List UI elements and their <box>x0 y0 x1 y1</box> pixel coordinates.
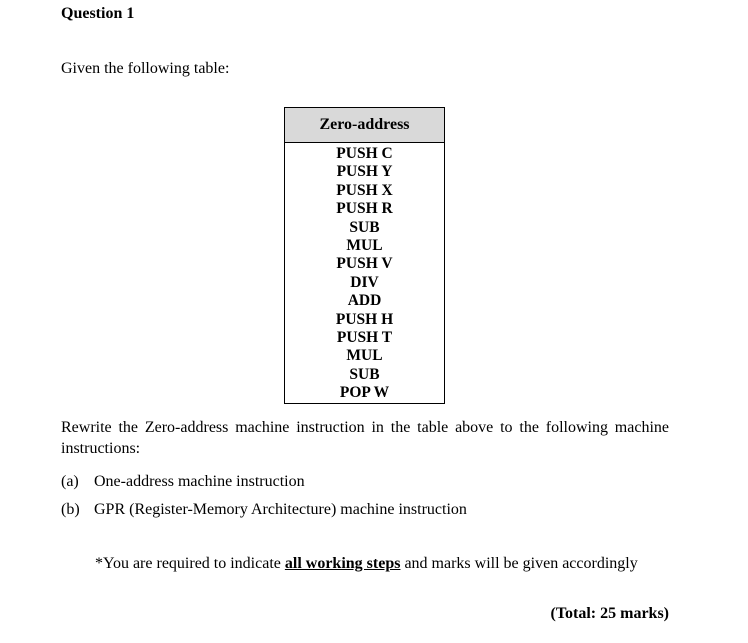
table-row: PUSH Y <box>336 163 393 181</box>
option-a <box>61 473 305 491</box>
note-suffix: and marks will be given accordingly <box>400 555 638 572</box>
table-row: PUSH V <box>336 255 393 273</box>
intro-text: Given the following table: <box>61 60 230 77</box>
table-row: PUSH T <box>336 328 393 346</box>
total-marks: (Total: 25 marks) <box>550 605 669 622</box>
question-title: Question 1 <box>61 5 135 22</box>
option-text: GPR (Register-Memory Architecture) machine instruction <box>94 501 467 518</box>
table-row: SUB <box>349 365 380 383</box>
table-row: POP W <box>339 384 390 402</box>
table-row: ADD <box>347 292 382 310</box>
table-row: PUSH X <box>336 181 393 199</box>
rewrite-instruction: Rewrite the Zero-address machine instruction in the table above to the following machine instructions: <box>61 419 669 457</box>
working-steps-note <box>95 555 638 573</box>
table-row: PUSH H <box>335 310 394 328</box>
table-body <box>285 143 444 403</box>
note-prefix: *You are required to indicate <box>95 555 285 572</box>
table-row: PUSH C <box>336 145 393 162</box>
table-row: PUSH R <box>336 200 393 218</box>
table-row: DIV <box>350 273 379 291</box>
option-label: (a) <box>61 473 79 490</box>
instruction-table <box>284 107 445 404</box>
table-row: MUL <box>346 236 383 254</box>
table-row: SUB <box>349 218 380 236</box>
option-label: (b) <box>61 501 80 518</box>
table-header: Zero-address <box>285 108 444 143</box>
option-text: One-address machine instruction <box>94 473 305 490</box>
table-row: MUL <box>346 347 383 365</box>
option-b <box>61 501 467 519</box>
note-emphasis: all working steps <box>284 555 401 572</box>
